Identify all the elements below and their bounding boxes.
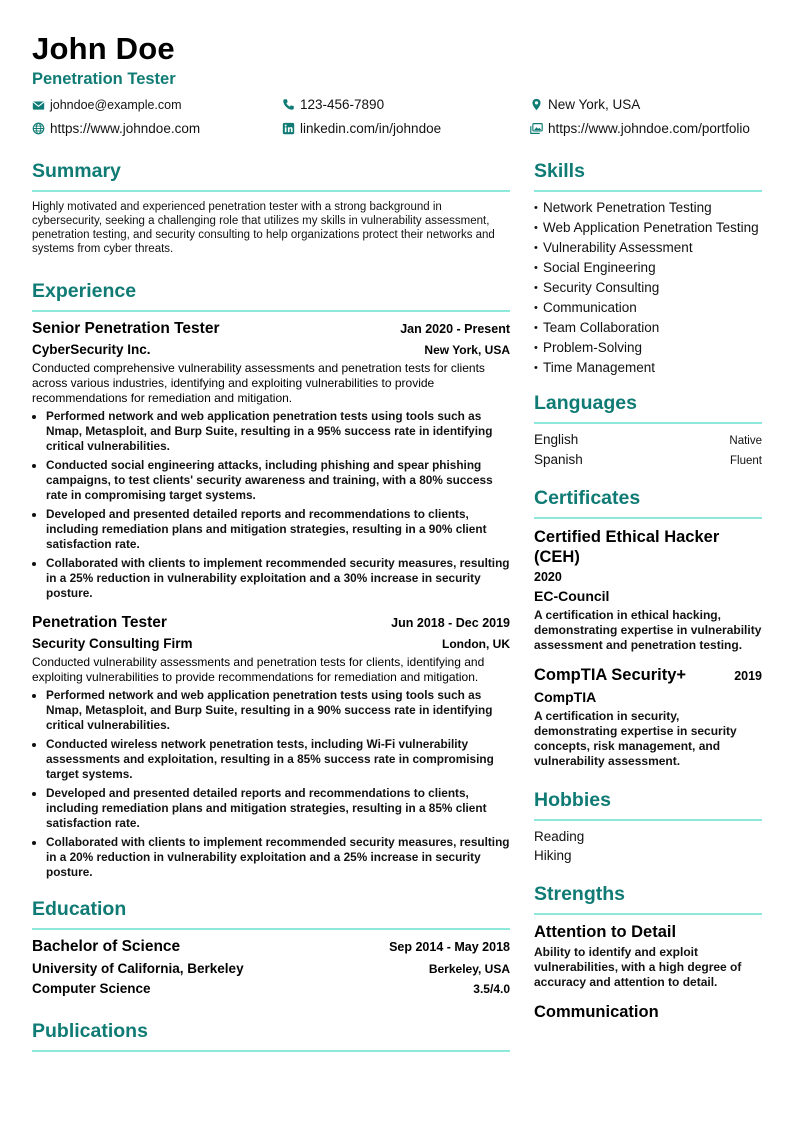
job-bullet: • Conducted social engineering attacks, including phishing and spear phishing campaigns, to test clients' security awareness and training, with a 80% success rate in compromising target systems. [46,458,510,503]
job-entry [32,320,510,601]
summary-heading: Summary [32,160,510,192]
contact-portfolio[interactable] [530,121,750,136]
job-location: New York, USA [424,343,510,357]
skill-item: • Social Engineering [534,260,656,275]
certificate-year: 2020 [534,570,562,584]
strength-name: Communication [534,1003,659,1021]
certificate-year: 2019 [734,669,762,683]
job-title: Senior Penetration Tester [32,320,220,337]
certificate-entry [534,527,762,653]
education-heading: Education [32,898,510,930]
contact-linkedin-text: linkedin.com/in/johndoe [300,121,442,136]
contact-phone[interactable] [282,97,384,112]
education-school: University of California, Berkeley [32,961,244,976]
education-gpa: 3.5/4.0 [473,982,510,996]
skills-list [534,200,762,376]
contact-phone-text: 123-456-7890 [300,97,385,112]
contact-linkedin[interactable] [282,121,441,136]
globe-icon [32,122,45,135]
education-field: Computer Science [32,981,151,996]
certificate-issuer: EC-Council [534,588,610,604]
skill-item: • Team Collaboration [534,320,660,335]
contact-location [530,97,640,112]
email-icon [32,99,45,112]
education-degree: Bachelor of Science [32,938,181,955]
skills-heading: Skills [534,160,762,192]
certificate-description: A certification in ethical hacking, demonstrating expertise in vulnerability assessment and penetration testing. [534,608,762,652]
skill-item: • Time Management [534,360,656,375]
certificate-description: A certification in security, demonstrating expertise in security concepts, risk management, and vulnerability assessment. [534,709,737,768]
strength-description: Ability to identify and exploit vulnerabilities, with a high degree of accuracy and attention to detail. [534,945,742,989]
job-dates: Jan 2020 - Present [400,322,510,336]
job-bullet: • Developed and presented detailed reports and recommendations to clients, including remediation plans and mitigation strategies, resulting in a 90% client satisfaction rate. [46,507,510,552]
job-bullets [32,688,510,880]
job-company: CyberSecurity Inc. [32,342,151,357]
language-name: Spanish [534,452,583,467]
job-company: Security Consulting Firm [32,636,193,651]
certificate-issuer: CompTIA [534,689,597,705]
job-entry [32,614,510,880]
skill-item: • Network Penetration Testing [534,200,712,215]
job-bullet: • Performed network and web application penetration tests using tools such as Nmap, Metasploit, and Burp Suite, resulting in a 95% success rate in identifying critical vulnerabilities. [46,409,510,454]
phone-icon [282,98,295,111]
skill-item: • Web Application Penetration Testing [534,220,759,235]
job-description: Conducted vulnerability assessments and penetration tests for clients, identifying and exploiting vulnerabilities to provide recommendations for remediation and mitigation. [32,655,485,684]
certificates-heading: Certificates [534,487,762,519]
linkedin-icon [282,122,295,135]
job-bullet: • Collaborated with clients to implement recommended security measures, resulting in a 20% reduction in vulnerability exploitation and a 25% increase in security posture. [46,835,510,880]
experience-heading: Experience [32,280,510,312]
job-bullets [32,409,510,601]
contact-email-text: johndoe@example.com [50,98,182,112]
language-name: English [534,432,579,447]
hobbies-heading: Hobbies [534,789,762,821]
contact-website-text: https://www.johndoe.com [50,121,201,136]
contact-location-text: New York, USA [548,97,641,112]
hobby-item: Hiking [534,848,572,863]
skill-item: • Problem-Solving [534,340,643,355]
job-bullet: • Collaborated with clients to implement recommended security measures, resulting in a 25% reduction in vulnerability exploitation and a 30% increase in security posture. [46,556,510,601]
contact-website[interactable] [32,121,200,136]
language-item [534,452,762,467]
strength-name: Attention to Detail [534,923,677,941]
candidate-name: John Doe [32,31,175,66]
job-location: London, UK [442,637,510,651]
job-title: Penetration Tester [32,614,167,631]
education-dates: Sep 2014 - May 2018 [389,940,510,954]
certificate-name: CompTIA Security+ [534,666,687,684]
left-column [32,160,510,1060]
job-bullet: • Performed network and web application penetration tests using tools such as Nmap, Metasploit, and Burp Suite, resulting in a 90% success rate in identifying critical vulnerabilities. [46,688,510,733]
right-column [534,160,762,1022]
language-level: Fluent [730,455,762,467]
job-bullet: • Developed and presented detailed reports and recommendations to clients, including remediation plans and mitigation strategies, resulting in a 85% client satisfaction rate. [46,786,510,831]
contact-email[interactable] [32,98,182,112]
strengths-heading: Strengths [534,883,762,915]
language-level: Native [729,435,762,447]
candidate-title: Penetration Tester [32,70,176,88]
education-entry [32,938,510,996]
location-pin-icon [530,98,543,111]
education-location: Berkeley, USA [428,962,510,976]
skill-item: • Communication [534,300,637,315]
portfolio-images-icon [530,122,543,135]
skill-item: • Security Consulting [534,280,660,295]
summary-text: Highly motivated and experienced penetration tester with a strong background in cybersecurity, seeking a challenging role that utilizes my skills in vulnerability assessment, penetration testing, and security consulting to help organizations protect their networks and systems from cyber threats. [32,201,495,255]
languages-heading: Languages [534,392,762,424]
certificate-entry [534,665,762,769]
certificate-name: Certified Ethical Hacker (CEH) [534,528,720,566]
skill-item: • Vulnerability Assessment [534,240,693,255]
contact-portfolio-text: https://www.johndoe.com/portfolio [548,121,750,136]
hobby-item: Reading [534,829,585,844]
publications-heading: Publications [32,1020,510,1052]
job-description: Conducted comprehensive vulnerability assessments and penetration tests for clients across various industries, identifying and exploiting vulnerabilities to provide recommendations for remediation and mitigation. [32,361,485,405]
job-dates: Jun 2018 - Dec 2019 [391,616,510,630]
job-bullet: • Conducted wireless network penetration tests, including Wi-Fi vulnerability assessments and exploitation, resulting in a 85% success rate in compromising target systems. [46,737,510,782]
language-item [534,432,762,447]
